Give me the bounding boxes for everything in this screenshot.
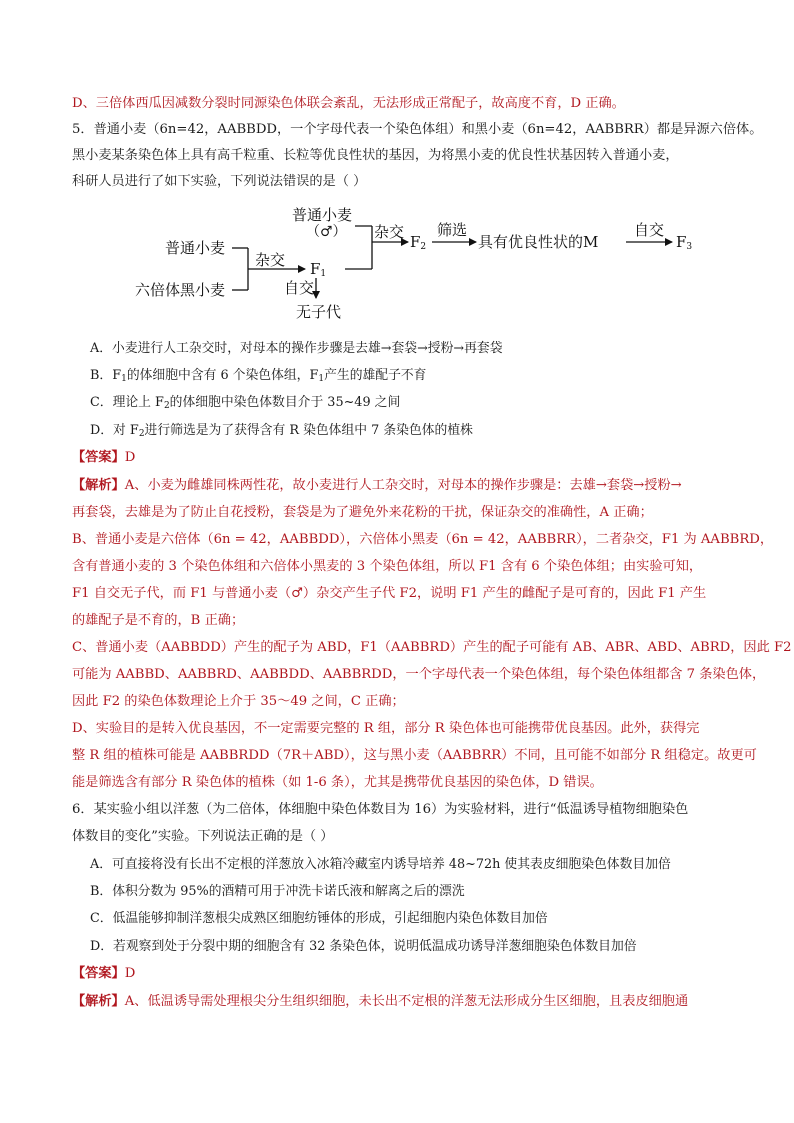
explanation-q6-line-1: 【解析】A、低温诱导需处理根尖分生组织细胞，未长出不定根的洋葱无法形成分生区细胞，且表皮细胞通 — [72, 994, 689, 1009]
explanation-q5-line-1: 【解析】A、小麦为雌雄同株两性花，故小麦进行人工杂交时，对母本的操作步骤是：去雄→套袋→授粉→ — [72, 478, 682, 493]
explanation-q5-line-2: 再套袋，去雄是为了防止自花授粉，套袋是为了避免外来花粉的干扰，保证杂交的准确性，A 正确； — [72, 505, 653, 520]
cross1-label: 杂交 — [255, 251, 286, 269]
parent2-label: 六倍体黑小麦 — [135, 281, 226, 299]
option-a: A．小麦进行人工杂交时，对母本的操作步骤是去雄→套袋→授粉→再套袋 — [90, 341, 503, 356]
m-label: 具有优良性状的M — [478, 233, 599, 251]
question-6-stem-line-2: 体数目的变化”实验。下列说法正确的是（ ） — [72, 829, 334, 844]
screening-label: 筛选 — [437, 221, 468, 239]
question-6-stem-line-1: 6．某实验小组以洋葱（为二倍体，体细胞中染色体数目为 16）为实验材料，进行“低温诱导植物细胞染色 — [72, 802, 689, 817]
explanation-q5-line-7: C、普通小麦（AABBDD）产生的配子为 ABD，F1（AABBRD）产生的配子可能有 AB、ABR、ABD、ABRD，因此 F2 — [72, 640, 792, 655]
explanation-q5-line-8: 可能为 AABBD、AABBRD、AABBDD、AABBRDD，一个字母代表一个染色体组，每个染色体组都含 7 条染色体， — [72, 667, 766, 682]
explanation-q5-line-9: 因此 F2 的染色体数理论上介于 35～49 之间，C 正确； — [72, 694, 405, 709]
top-parent-label: 普通小麦 — [292, 206, 353, 224]
f2-label: $F_2$ — [410, 233, 427, 252]
answer-q6: 【答案】D — [72, 966, 136, 981]
option-d: D．对 $F_2$进行筛选是为了获得含有 R 染色体组中 7 条染色体的植株 — [90, 423, 473, 439]
explanation-q5-line-10: D、实验目的是转入优良基因，不一定需要完整的 R 组，部分 R 染色体也可能携带优良基因。此外，获得完 — [72, 721, 700, 736]
prev-explanation-d: D、三倍体西瓜因减数分裂时同源染色体联会紊乱，无法形成正常配子，故高度不育，D 正确。 — [72, 96, 625, 111]
answer-q5: 【答案】D — [72, 450, 136, 465]
option-b: B．$F_1$的体细胞中含有 6 个染色体组，$F_1$产生的雄配子不育 — [90, 368, 427, 384]
f3-label: $F_3$ — [676, 233, 693, 252]
selfing2-label: 自交 — [634, 221, 665, 239]
explanation-q5-line-5: F1 自交无子代，而 F1 与普通小麦（♂）杂交产生子代 F2，说明 F1 产生的雌配子是可育的，因此 F1 产生 — [72, 586, 707, 601]
q6-option-b: B．体积分数为 95%的酒精可用于冲洗卡诺氏液和解离之后的漂洗 — [90, 884, 465, 899]
option-c: C．理论上 $F_2$的体细胞中染色体数目介于 35~49 之间 — [90, 395, 401, 411]
explanation-q5-line-3: B、普通小麦是六倍体（6n = 42，AABBDD），六倍体小黑麦（6n = 42，AABBRR），二者杂交，F1 为 AABBRD， — [72, 532, 774, 547]
explanation-q5-line-4: 含有普通小麦的 3 个染色体组和六倍体小黑麦的 3 个染色体组，所以 F1 含有 6 个染色体组；由实验可知， — [72, 559, 703, 574]
question-5-stem-line-1: 5．普通小麦（6n=42，AABBDD，一个字母代表一个染色体组）和黑小麦（6n=42，AABBRR）都是异源六倍体。 — [72, 122, 763, 137]
cross2-label: 杂交 — [374, 223, 405, 241]
question-5-stem-line-2: 黑小麦某条染色体上具有高千粒重、长粒等优良性状的基因，为将黑小麦的优良性状基因转入普通小麦， — [72, 148, 679, 163]
male-symbol-label: （♂） — [306, 224, 347, 240]
q6-option-d: D．若观察到处于分裂中期的细胞含有 32 条染色体，说明低温成功诱导洋葱细胞染色体数目加倍 — [90, 939, 637, 954]
selfing1-label: 自交 — [284, 279, 315, 297]
q6-option-a: A．可直接将没有长出不定根的洋葱放入冰箱冷藏室内诱导培养 48~72h 使其表皮细胞染色体数目加倍 — [90, 857, 671, 872]
explanation-q5-line-11: 整 R 组的植株可能是 AABBRDD（7R＋ABD），这与黑小麦（AABBRR）不同，且可能不如部分 R 组稳定。故更可 — [72, 748, 757, 763]
question-5-stem-line-3: 科研人员进行了如下实验，下列说法错误的是（ ） — [72, 174, 367, 189]
explanation-q5-line-12: 能是筛选含有部分 R 染色体的植株（如 1-6 条），尤其是携带优良基因的染色体，D 错误。 — [72, 775, 603, 790]
no-offspring-label: 无子代 — [296, 303, 342, 321]
q6-option-c: C．低温能够抑制洋葱根尖成熟区细胞纺锤体的形成，引起细胞内染色体数目加倍 — [90, 911, 548, 926]
parent1-label: 普通小麦 — [165, 239, 226, 257]
explanation-q5-line-6: 的雄配子是不育的，B 正确； — [72, 613, 245, 628]
f1-label: $F_1$ — [310, 260, 327, 279]
